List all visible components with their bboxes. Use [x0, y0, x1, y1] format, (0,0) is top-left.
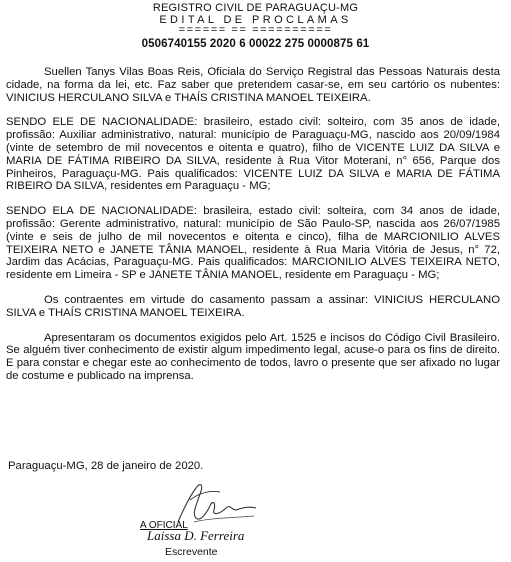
closing-paragraph: Apresentaram os documentos exigidos pelo Art. 1525 e incisos do Código Civil Brasileiro. Se alguém tiver conhecimento de existir algum impedimento legal, acuse-o para os fins de direito. E para constar e chegar este ao conhecimento de todos, lavro o presente que ser afixado no lugar de costume e publicado na imprensa. — [6, 331, 500, 382]
registry-title: REGISTRO CIVIL DE PARAGUAÇU-MG — [152, 2, 359, 14]
signatory-role: Escrevente — [165, 546, 218, 558]
names-paragraph: Os contraentes em virtude do casamento passam a assinar: VINICIUS HERCULANO SILVA e THAÍS CRISTINA MANOEL TEIXEIRA. — [6, 293, 500, 319]
bride-paragraph: SENDO ELA DE NACIONALIDADE: brasileira, estado civil: solteira, com 34 anos de idade, profissão: Gerente administrativo, natural: município de São Paulo-SP, nascida aos 26/07/1985 (vinte e seis de julho de mil novecentos e oitenta e cinco), filha de MARCIONILIO ALVES TEIXEIRA NETO e JANETE TÂNIA MANOEL, residente à Rua Maria Vitória de Jesus, n° 72, Jardim das Acácias, Paraguaçu-MG. Pais qualificados: MARCIONILIO ALVES TEIXEIRA NETO, residente em Limeira - SP e JANETE TÂNIA MANOEL, residente em Paraguaçu - MG; — [6, 205, 500, 282]
title-underline: ====== == ========== — [178, 24, 333, 36]
document-date: Paraguaçu-MG, 28 de janeiro de 2020. — [8, 460, 204, 472]
signatory-name: Laissa D. Ferreira — [147, 528, 245, 543]
document-header — [0, 0, 511, 50]
registry-code: 0506740155 2020 6 00022 275 0000875 61 — [141, 38, 370, 50]
document-body — [6, 66, 500, 383]
groom-paragraph: SENDO ELE DE NACIONALIDADE: brasileiro, estado civil: solteiro, com 35 anos de idade, profissão: Auxiliar administrativo, natural: município de Paraguaçu-MG, nascido aos 20/09/1984 (vinte de setembro de mil novecentos e oitenta e quatro), filho de VICENTE LUIZ DA SILVA e MARIA DE FÁTIMA RIBEIRO DA SILVA, residente à Rua Vitor Moterani, n° 656, Parque dos Pinheiros, Paraguaçu-MG. Pais qualificados: VICENTE LUIZ DA SILVA e MARIA DE FÁTIMA RIBEIRO DA SILVA, residentes em Paraguaçu - MG; — [6, 116, 500, 193]
intro-paragraph: Suellen Tanys Vilas Boas Reis, Oficiala do Serviço Registral das Pessoas Naturais desta cidade, na forma da lei, etc. Faz saber que pretendem casar-se, em seu cartório os nubentes: VINICIUS HERCULANO SILVA e THAÍS CRISTINA MANOEL TEIXEIRA. — [6, 66, 500, 104]
edital-title: EDITAL DE PROCLAMAS — [159, 14, 352, 26]
signature-label: A OFICIAL — [140, 520, 188, 531]
